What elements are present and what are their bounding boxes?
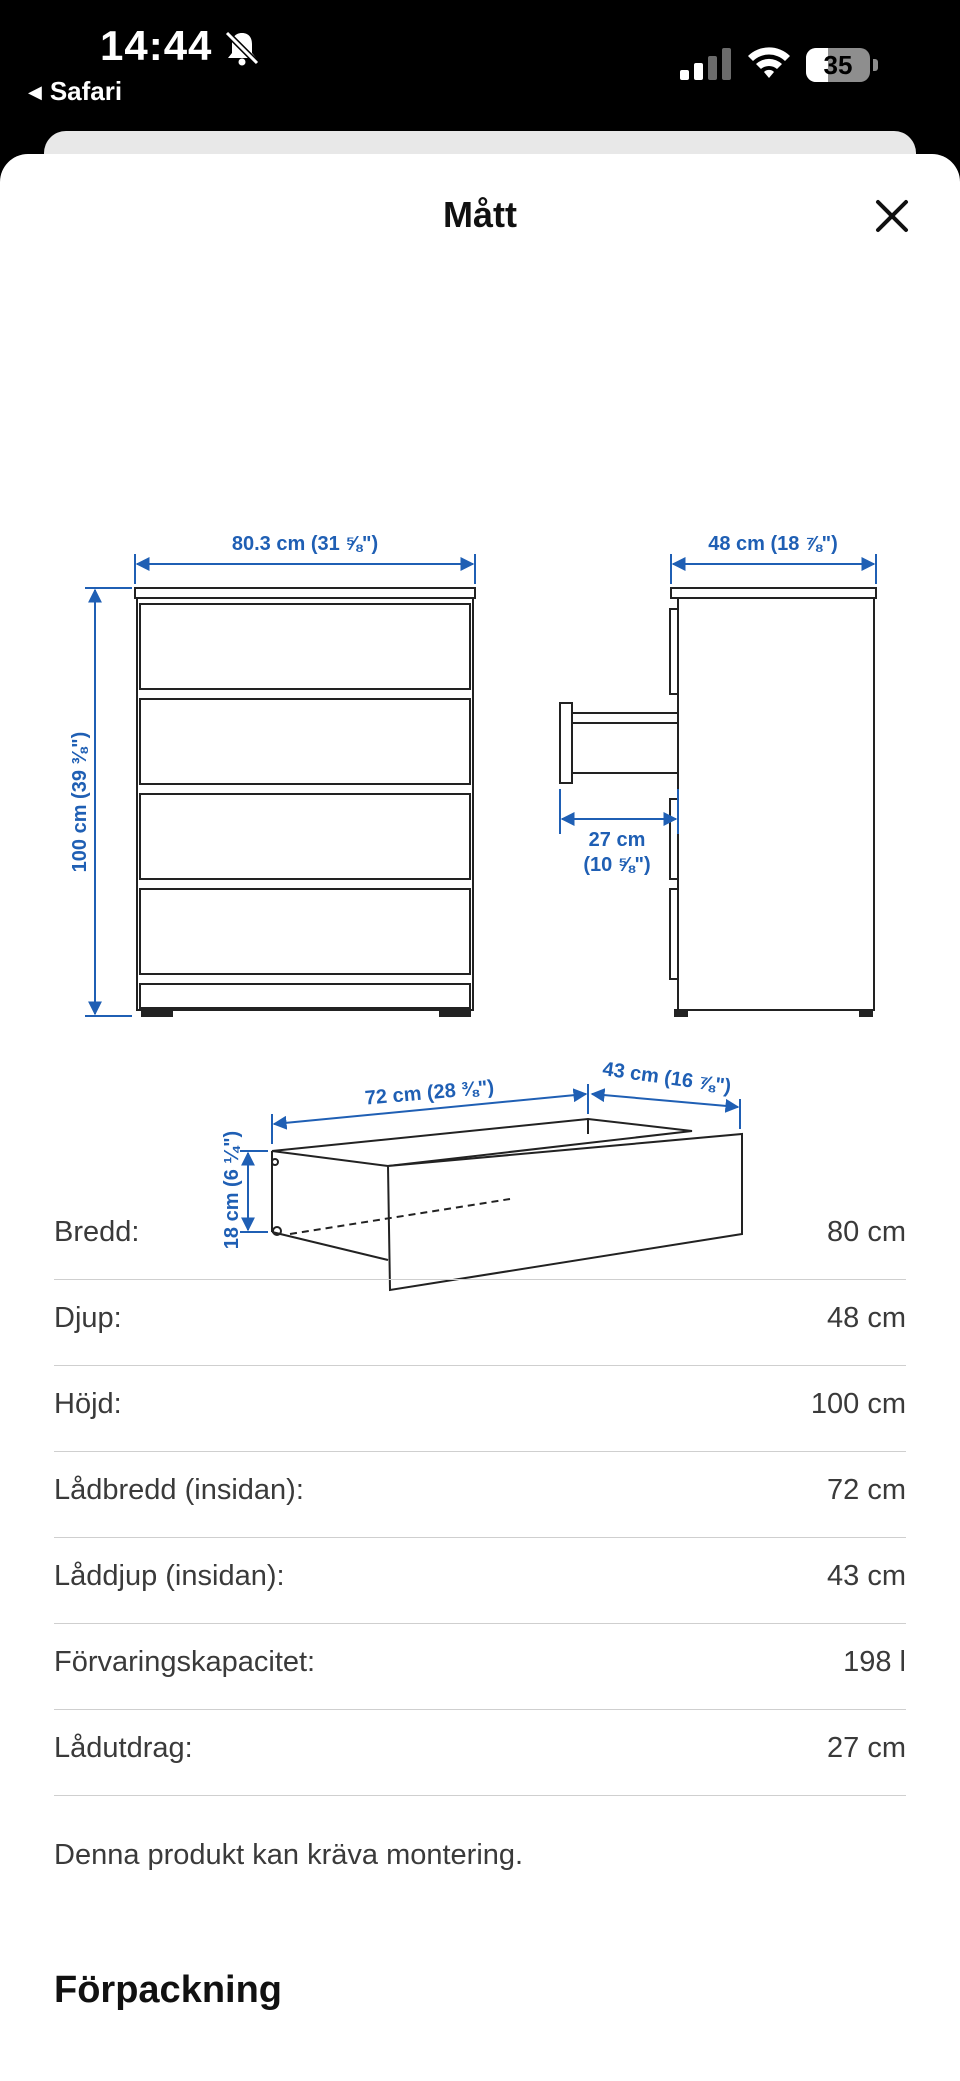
- spec-label: Bredd:: [54, 1216, 140, 1248]
- spec-label: Höjd:: [54, 1388, 122, 1420]
- spec-value: 80 cm: [827, 1216, 906, 1248]
- side-depth-label: 48 cm (18 ⅞"): [708, 533, 838, 555]
- spec-row: [54, 1452, 906, 1538]
- front-height-dimension: [85, 588, 132, 1016]
- spec-row: [54, 1710, 906, 1796]
- side-view: [560, 588, 876, 1016]
- drawer-height-label: 18 cm (6 ¼"): [221, 1130, 243, 1250]
- battery-body: [806, 48, 870, 82]
- drawer-depth-dimension: [592, 1094, 740, 1129]
- spec-label: Djup:: [54, 1302, 122, 1334]
- pullout-label-line1: 27 cm: [588, 829, 646, 851]
- spec-row: [54, 1194, 906, 1280]
- spec-label: Låddjup (insidan):: [54, 1560, 285, 1592]
- dimension-diagram: [60, 354, 900, 1314]
- spec-row: [54, 1280, 906, 1366]
- back-triangle-icon: ◀: [28, 82, 42, 102]
- drawer-depth-label: 43 cm (16 ⅞"): [601, 1058, 733, 1098]
- spec-value: 72 cm: [827, 1474, 906, 1506]
- spec-row: [54, 1624, 906, 1710]
- bell-slash-icon: [222, 28, 262, 68]
- front-width-label: 80.3 cm (31 ⅝"): [231, 533, 379, 555]
- spec-value: 43 cm: [827, 1560, 906, 1592]
- packaging-heading[interactable]: Förpackning: [54, 1969, 283, 2011]
- spec-table: [54, 1194, 906, 1796]
- pullout-dimension: [560, 789, 678, 834]
- side-depth-dimension: [671, 554, 876, 584]
- sheet-title: Mått: [443, 194, 517, 235]
- spec-label: Lådbredd (insidan):: [54, 1474, 304, 1506]
- spec-value: 48 cm: [827, 1302, 906, 1334]
- assembly-note: Denna produkt kan kräva montering.: [54, 1839, 524, 1871]
- spec-label: Förvaringskapacitet:: [54, 1646, 316, 1678]
- back-to-safari-link[interactable]: [28, 76, 122, 107]
- battery-icon: [806, 48, 878, 82]
- battery-tip: [873, 59, 878, 71]
- drawer-width-label: 72 cm (28 ⅜"): [363, 1076, 495, 1110]
- dimension-drawing: [60, 354, 900, 1314]
- front-height-label: 100 cm (39 ⅜"): [69, 731, 91, 873]
- pullout-label-line2: (10 ⅝"): [583, 854, 651, 876]
- close-icon[interactable]: [870, 194, 914, 238]
- cellular-signal-icon: [680, 48, 732, 80]
- front-width-dimension: [135, 554, 475, 584]
- spec-value: 198 l: [843, 1646, 906, 1678]
- spec-row: [54, 1366, 906, 1452]
- battery-level: 35: [823, 50, 853, 80]
- status-time: 14:44: [100, 22, 213, 69]
- dimensions-sheet: [0, 154, 960, 2081]
- spec-label: Lådutdrag:: [54, 1732, 193, 1764]
- spec-row: [54, 1538, 906, 1624]
- spec-value: 27 cm: [827, 1732, 906, 1764]
- status-bar: [0, 0, 960, 150]
- wifi-icon: [746, 44, 792, 80]
- spec-value: 100 cm: [810, 1388, 906, 1420]
- back-app-label: Safari: [49, 76, 123, 106]
- front-view: [135, 588, 475, 1016]
